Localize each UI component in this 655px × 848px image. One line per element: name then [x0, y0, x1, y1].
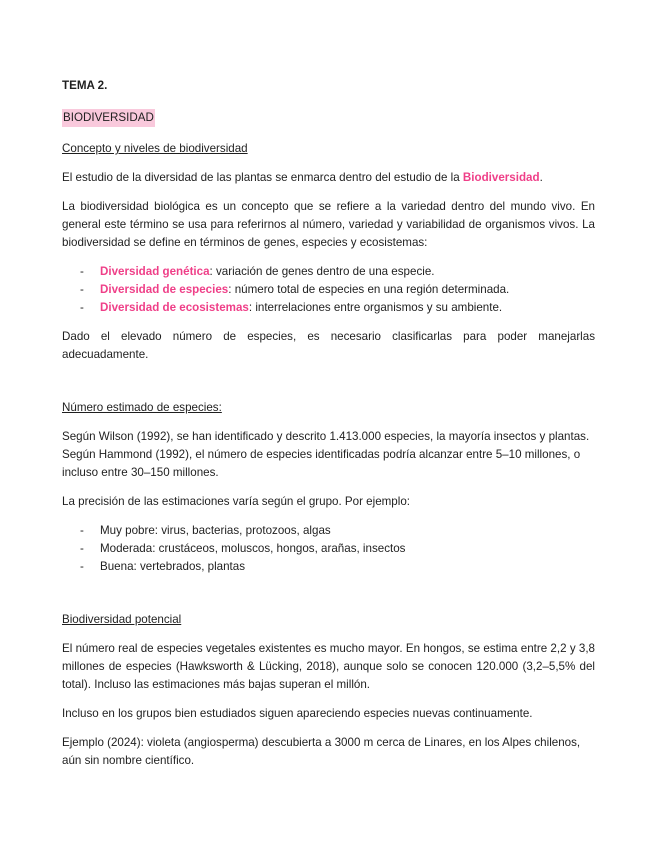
dash-bullet: - — [80, 283, 84, 296]
list-item — [62, 522, 595, 540]
spacer — [62, 587, 595, 611]
paragraph-classification: Dado el elevado número de especies, es necesario clasificarlas para poder manejarlas adecuadamente. — [62, 330, 595, 361]
subtitle-biodiversidad-potencial: Biodiversidad potencial — [62, 613, 182, 626]
precision-list — [62, 522, 595, 576]
paragraph-intro-end: . — [539, 171, 543, 184]
dash-bullet: - — [80, 560, 84, 573]
list-item-text: Buena: vertebrados, plantas — [100, 560, 246, 573]
dash-bullet: - — [80, 542, 84, 555]
document-title: TEMA 2. — [62, 79, 108, 92]
diversity-levels-list — [62, 263, 595, 317]
subtitle-numero-especies: Número estimado de especies: — [62, 401, 222, 414]
document-page — [62, 77, 595, 781]
list-item — [62, 299, 595, 317]
list-item-text: Muy pobre: virus, bacterias, protozoos, algas — [100, 524, 331, 537]
list-item — [62, 263, 595, 281]
paragraph-estimates: Según Wilson (1992), se han identificado y descrito 1.413.000 especies, la mayoría insectos y plantas. Según Hammond (1992), el número de especies identificadas podría alcanzar entre 5–10 millones, o incluso entre 30–150 millones. — [62, 430, 590, 479]
biodiversidad-highlight: Biodiversidad — [462, 171, 540, 184]
paragraph-intro-text: El estudio de la diversidad de las plantas se enmarca dentro del estudio de la — [62, 171, 463, 184]
list-item — [62, 558, 595, 576]
list-item — [62, 281, 595, 299]
dash-bullet: - — [80, 265, 84, 278]
paragraph-new-species: Incluso en los grupos bien estudiados siguen apareciendo especies nuevas continuamente. — [62, 707, 533, 720]
term-desc: : interrelaciones entre organismos y su ambiente. — [248, 301, 503, 314]
term-genetica: Diversidad genética — [100, 265, 210, 278]
list-item-text: Moderada: crustáceos, moluscos, hongos, arañas, insectos — [100, 542, 406, 555]
paragraph-precision: La precisión de las estimaciones varía según el grupo. Por ejemplo: — [62, 495, 411, 508]
spacer — [62, 375, 595, 399]
paragraph-intro — [62, 169, 595, 187]
subtitle-concepto: Concepto y niveles de biodiversidad — [62, 142, 248, 155]
term-desc: : número total de especies en una región determinada. — [228, 283, 510, 296]
paragraph-fungi: El número real de especies vegetales existentes es mucho mayor. En hongos, se estima entre 2,2 y 3,8 millones de especies (Hawksworth & Lücking, 2018), aunque solo se conocen 120.000 (3,2–5,5% del total). Incluso las estimaciones más bajas superan el millón. — [62, 642, 595, 691]
section-heading-highlighted: BIODIVERSIDAD — [62, 109, 155, 127]
paragraph-example: Ejemplo (2024): violeta (angiosperma) descubierta a 3000 m cerca de Linares, en los Alpes chilenos, aún sin nombre científico. — [62, 736, 581, 767]
term-ecosistemas: Diversidad de ecosistemas — [100, 301, 249, 314]
dash-bullet: - — [80, 301, 84, 314]
list-item — [62, 540, 595, 558]
term-desc: : variación de genes dentro de una especie. — [209, 265, 435, 278]
term-especies: Diversidad de especies — [100, 283, 229, 296]
dash-bullet: - — [80, 524, 84, 537]
paragraph-definition: La biodiversidad biológica es un concepto que se refiere a la variedad dentro del mundo vivo. En general este término se usa para referirnos al número, variedad y variabilidad de organismos vivos. La biodiversidad se define en términos de genes, especies y ecosistemas: — [62, 200, 595, 249]
